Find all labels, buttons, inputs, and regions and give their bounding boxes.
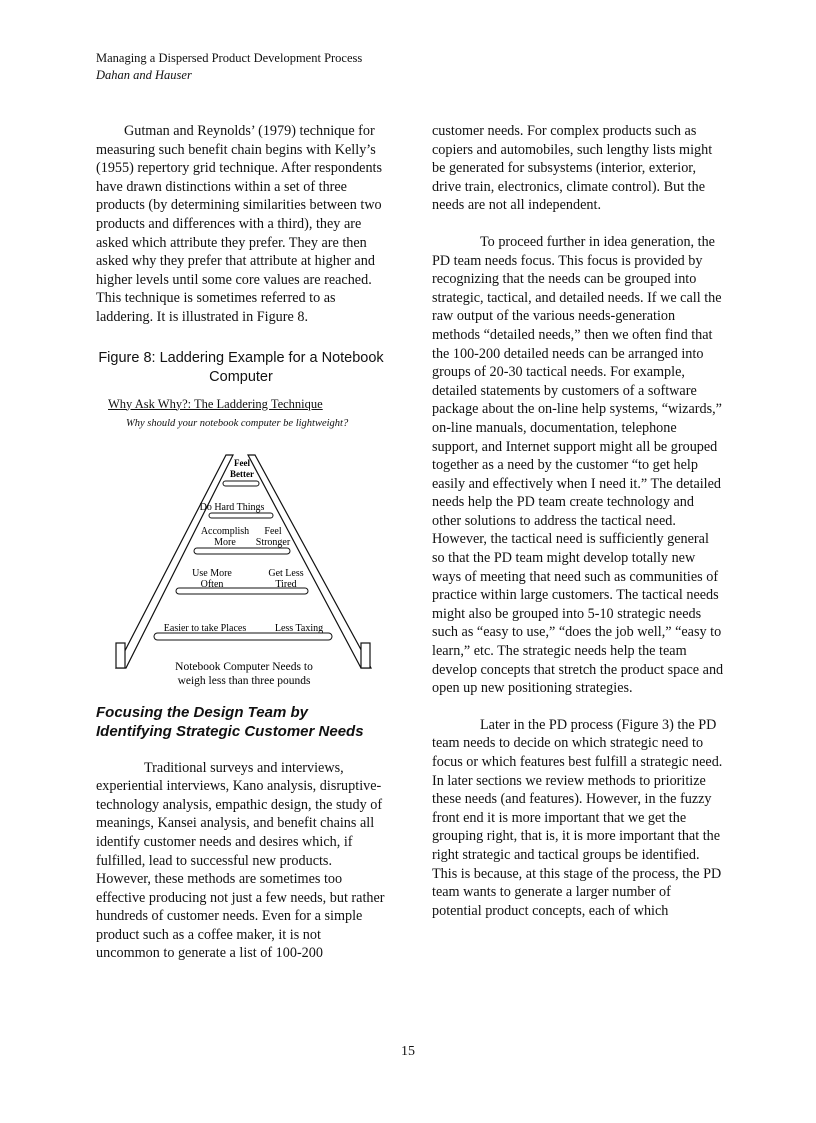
label-easier: Easier to take Places [163, 622, 247, 634]
ladder-diagram [96, 393, 386, 693]
base-statement-2: weigh less than three pounds [177, 674, 311, 687]
laddering-figure [96, 393, 386, 693]
ladder-rung-3 [194, 548, 290, 554]
label-accomplish-2: More [214, 536, 236, 548]
section-heading: Focusing the Design Team by Identifying Strategic Customer Needs [96, 703, 364, 740]
right-paragraph-3: Later in the PD process (Figure 3) the PD team needs to decide on which strategic need to focus or which features best fulfill a strategic need. In later sections we review methods to prioritize these needs (and features). However, in the fuzzy front end it is more important that we get the grouping right, that is, it is more important that the right strategic and tactical groups be identified. This is because, at this stage of the process, the PD team wants to generate a larger number of potential product concepts, each of which [432, 716, 723, 919]
page-number: 15 [401, 1044, 415, 1059]
label-get-less-1: Get Less [268, 567, 304, 579]
label-feel-stronger-2: Stronger [255, 536, 291, 548]
label-accomplish-1: Accomplish [200, 525, 250, 537]
ladder-rung-2 [209, 513, 273, 518]
spacer [96, 741, 386, 759]
spacer [432, 698, 724, 716]
figure-title: Why Ask Why?: The Laddering Technique [108, 396, 323, 411]
ladder-left-foot [116, 643, 125, 668]
spacer [432, 215, 724, 233]
left-column [96, 122, 386, 963]
label-use-more-2: Often [200, 578, 224, 590]
ladder-rung-1 [223, 481, 259, 486]
right-column [432, 122, 724, 920]
label-get-less-2: Tired [275, 578, 297, 590]
right-paragraph-1: customer needs. For complex products such as copiers and automobiles, such lengthy lists might be generated for subsystems (interior, exterior, drive train, electronics, climate control). But the needs are not all independent. [432, 123, 713, 214]
left-paragraph-1: Gutman and Reynolds’ (1979) technique for measuring such benefit chain begins with Kelly’s (1955) repertory grid technique. After respondents have drawn distinctions within a set of three products (by determining similarities between two products and differences with a third), they are asked which attribute they prefer. They are then asked why they prefer that attribute at higher and higher levels until some core values are reached. This technique is sometimes referred to as laddering. It is illustrated in Figure 8. [96, 123, 383, 325]
running-header [96, 50, 362, 84]
label-less-taxing: Less Taxing [274, 622, 324, 634]
base-statement-1: Notebook Computer Needs to [175, 660, 313, 673]
label-feel-better-2: Better [230, 468, 254, 479]
label-feel-better-1: Feel [234, 457, 250, 468]
ladder-rung-5 [154, 633, 332, 640]
right-paragraph-2: To proceed further in idea generation, the PD team needs focus. This focus is provided by recognizing that the needs can be grouped into strategic, tactical, and detailed needs. If we call the raw output of the various needs-generation methods “detailed needs,” then we often find that the 100-200 detailed needs can be arranged into groups of 20-30 tactical needs. For example, detailed statements by customers of a software package about the on-line help systems, “wizards,” on-line manuals, documentation, telephone support, and Internet support might all be grouped together as a need by the customer “to get help easily and effectively when I need it.” The detailed needs help the PD team create technology and other solutions to address the tactical need. However, the tactical need is sufficiently general so that the PD team might develop totally new ways of meeting that need such as communities of practice within large customers. The tactical needs might also be grouped into 5-10 strategic needs such as “easy to use,” “does the job well,” “easy to learn,” etc. The strategic needs help the team develop concepts that stretch the product space and open up new positioning strategies. [432, 233, 724, 697]
header-authors: Dahan and Hauser [96, 68, 192, 82]
label-do-hard-things: Do Hard Things [199, 501, 265, 513]
label-feel-stronger-1: Feel [264, 525, 282, 537]
figure-caption: Figure 8: Laddering Example for a Notebook Computer [98, 349, 384, 385]
left-paragraph-2: Traditional surveys and interviews, experiential interviews, Kano analysis, disruptive-technology analysis, empathic design, the study of meanings, Kansei analysis, and benefit chains all identify customer needs and desires which, if fulfilled, lead to successful new products. However, these methods are sometimes too effective producing not just a few needs, but rather hundreds of customer needs. Even for a simple product such as a coffee maker, it is not uncommon to generate a list of 100-200 [96, 759, 385, 962]
label-use-more-1: Use More [192, 567, 232, 579]
header-title: Managing a Dispersed Product Development Process [96, 51, 363, 65]
ladder-right-foot [361, 643, 370, 668]
figure-subtitle: Why should your notebook computer be lightweight? [126, 417, 349, 429]
